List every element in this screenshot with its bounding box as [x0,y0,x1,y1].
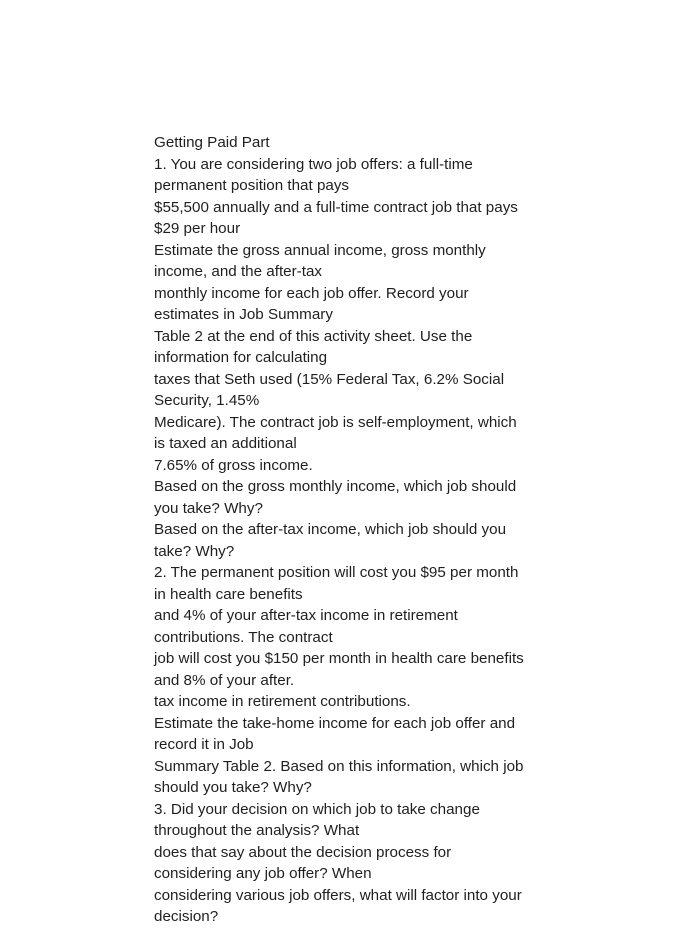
text-line: 7.65% of gross income. [154,456,313,474]
text-line: take? Why? [154,542,235,560]
text-line: $29 per hour [154,220,241,237]
text-line: job will cost you $150 per month in health care benefits [154,650,524,667]
text-line: information for calculating [154,349,328,366]
text-line: contributions. The contract [154,628,333,646]
document-title: Getting Paid Part [154,134,270,151]
text-line: Estimate the take-home income for each job offer and [154,714,516,732]
text-line: considering any job offer? When [154,865,372,882]
text-line: Summary Table 2. Based on this information, which job [154,757,524,775]
text-line: should you take? Why? [154,779,312,796]
text-line: estimates in Job Summary [154,306,333,323]
text-line: in health care benefits [154,585,303,603]
text-line: does that say about the decision process for [154,843,452,861]
text-line: 2. The permanent position will cost you $95 per month [154,564,519,581]
text-line: and 4% of your after-tax income in retirement [154,607,458,624]
text-line: you take? Why? [154,499,263,517]
text-line: monthly income for each job offer. Record your [154,284,469,302]
text-line: decision? [154,908,219,925]
text-line: considering various job offers, what will factor into your [154,886,522,904]
text-line: Estimate the gross annual income, gross monthly [154,241,486,259]
text-line: and 8% of your after. [154,671,295,689]
text-line: Based on the after-tax income, which job should you [154,521,507,538]
document-body [154,132,564,928]
text-line: Table 2 at the end of this activity sheet. Use the [154,327,473,345]
text-line: $55,500 annually and a full-time contract job that pays [154,198,518,216]
text-line: 1. You are considering two job offers: a full-time [154,155,473,173]
text-line: Medicare). The contract job is self-employment, which [154,413,517,431]
text-line: permanent position that pays [154,177,350,194]
text-line: record it in Job [154,736,254,753]
text-line: 3. Did your decision on which job to take change [154,800,480,818]
text-line: taxes that Seth used (15% Federal Tax, 6.2% Social [154,370,505,388]
text-line: Based on the gross monthly income, which job should [154,478,517,495]
text-line: tax income in retirement contributions. [154,693,411,710]
text-line: Security, 1.45% [154,392,260,409]
text-line: throughout the analysis? What [154,822,360,839]
text-line: is taxed an additional [154,435,297,452]
text-line: income, and the after-tax [154,263,322,280]
